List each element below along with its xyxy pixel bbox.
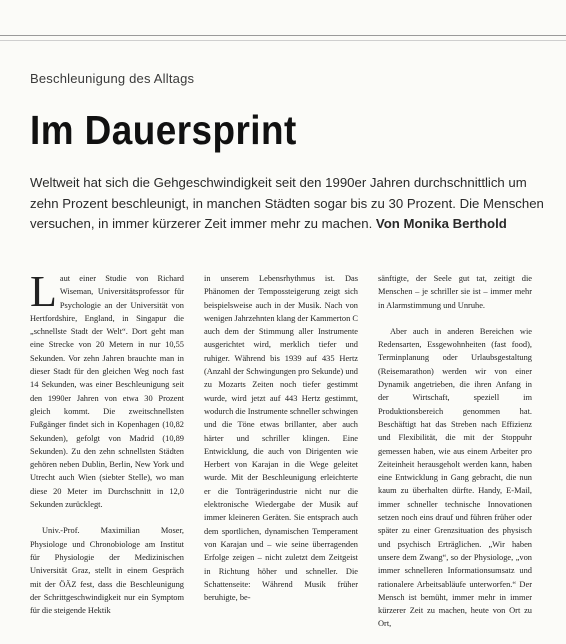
col1-paragraph-1 [30, 267, 184, 511]
top-rule-thin [0, 40, 566, 41]
col3-paragraph-2: Aber auch in anderen Bereichen wie Redensarten, Essgewohnheiten (fast food), Terminplanung oder Urlaubsgestaltung (Reisemarathon) werden wir von einer Dynamik angetrieben, die ihren Anfang in der Wirtschaft, speziell im Produktionsbereich genommen hat. Beschäftigt hat das Streben nach Effizienz und Flexibilität, die mit der Stoppuhr gemessen haben, wie aus einem Arbeiter pro Zeiteinheit herausgeholt werden kann, haben eine Entwicklung in Gang gebracht, die nun kaum zu überhalten dürfte. Handy, E-Mail, immer schneller technische Innovationen setzen noch eins drauf und führen früher oder später zu einer Grenzsituation des physisch und psychisch Erträglichen. „Wir haben unsere dem Zwang“, so der Physiologe, „von immer schnelleren Informationsumsatz und rationalere Arbeitsabläufe unterworfen.“ Der Mensch ist bemüht, immer mehr in immer kürzerer Zeit zu machen, heute von Ort zu Ort, [378, 326, 532, 629]
col2-paragraph-1: in unserem Lebensrhythmus ist. Das Phänomen der Tempossteigerung zeigt sich beispielsweise auch in der Musik. Nach von wenigen Jahrzehnten klang der Kammerton C auch dem der Stimmung aller Instrumente ausgerichtet wird, merklich tiefer und ruhiger. Während bis 1939 auf 435 Hertz (Anzahl der Schwingungen pro Sekunde) und zu Mozarts Zeiten noch tiefer gestimmt wurde, wird jetzt auf 443 Hertz gestimmt, wodurch die Instrumente schneller schwingen und die Töne etwas brillanter, aber auch härter und schriller klingen. Eine Entwicklung, die auch von Dirigenten wie Herbert von Karajan in die Wege geleitet wurde. Mit der Beschleunigung erleichterte er die Tonträgerindustrie nicht nur die elektronische Wiedergabe der Musik auf immer kleineren Geräten. Sie entsprach auch dem sportlichen, dynamischen Temperament von Karajan und – wie seine überragenden Erfolge zeigen – nicht zuletzt dem Zeitgeist in Richtung höher und schneller. Die Schattenseite: Während Musik früher beruhigte, be- [204, 274, 358, 603]
lead-text: Weltweit hat sich die Gehgeschwindigkeit seit den 1990er Jahren durchschnittlich um zehn Prozent beschleunigt, in manchen Städten sogar bis zu 30 Prozent. Die Menschen versuchen, in immer kürzerer Zeit immer mehr zu machen. [30, 175, 544, 231]
article-lead [30, 173, 555, 235]
article-kicker: Beschleunigung des Alltags [30, 71, 195, 86]
col1-p1-text: aut einer Studie von Richard Wiseman, Universitätsprofessor für Psychologie an der Universität von Hertfordshire, England, in Singapur die „schnellste Stadt der Welt“. Dort geht man eine Strecke von 20 Metern in nur 10,55 Sekunden. Vor zehn Jahren brauchte man in dieser Stadt für den gleichen Weg noch fast 14 Sekunden, was einer Beschleunigung seit den 1990er Jahren von etwa 30 Prozent gleich kommt. Die zweitschnellsten Fußgänger findet sich in Kopenhagen (10,82 Sekunden), gefolgt von Madrid (10,89 Sekunden). Zu den zehn schnellsten Städten gehören neben Dublin, Berlin, New York und Utrecht auch Wien (siebter Stelle), wo man diese 20 Meter im Durchschnitt in 12,0 Sekunden zurücklegt. [30, 274, 184, 510]
col3-paragraph-1: sänftigte, der Seele gut tat, zeitigt die Menschen – je schriller sie ist – immer mehr in Alarmstimmung und Unruhe. [378, 274, 532, 310]
column-2 [204, 272, 358, 617]
article-headline: Im Dauersprint [30, 107, 297, 153]
top-rule [0, 35, 566, 36]
column-1 [30, 267, 184, 630]
drop-cap: L [30, 267, 57, 316]
lead-author: Von Monika Berthold [375, 216, 507, 231]
column-3 [378, 272, 532, 644]
col1-paragraph-2: Univ.-Prof. Maximilian Moser, Physiologe und Chronobiologe am Institut für Physiologie der Medizinischen Universität Graz, stellt in einem Gespräch mit der ÖÄZ fest, dass die Beschleunigung der Schrittgeschwindigkeit nur ein Symptom für die steigende Hektik [30, 526, 184, 616]
